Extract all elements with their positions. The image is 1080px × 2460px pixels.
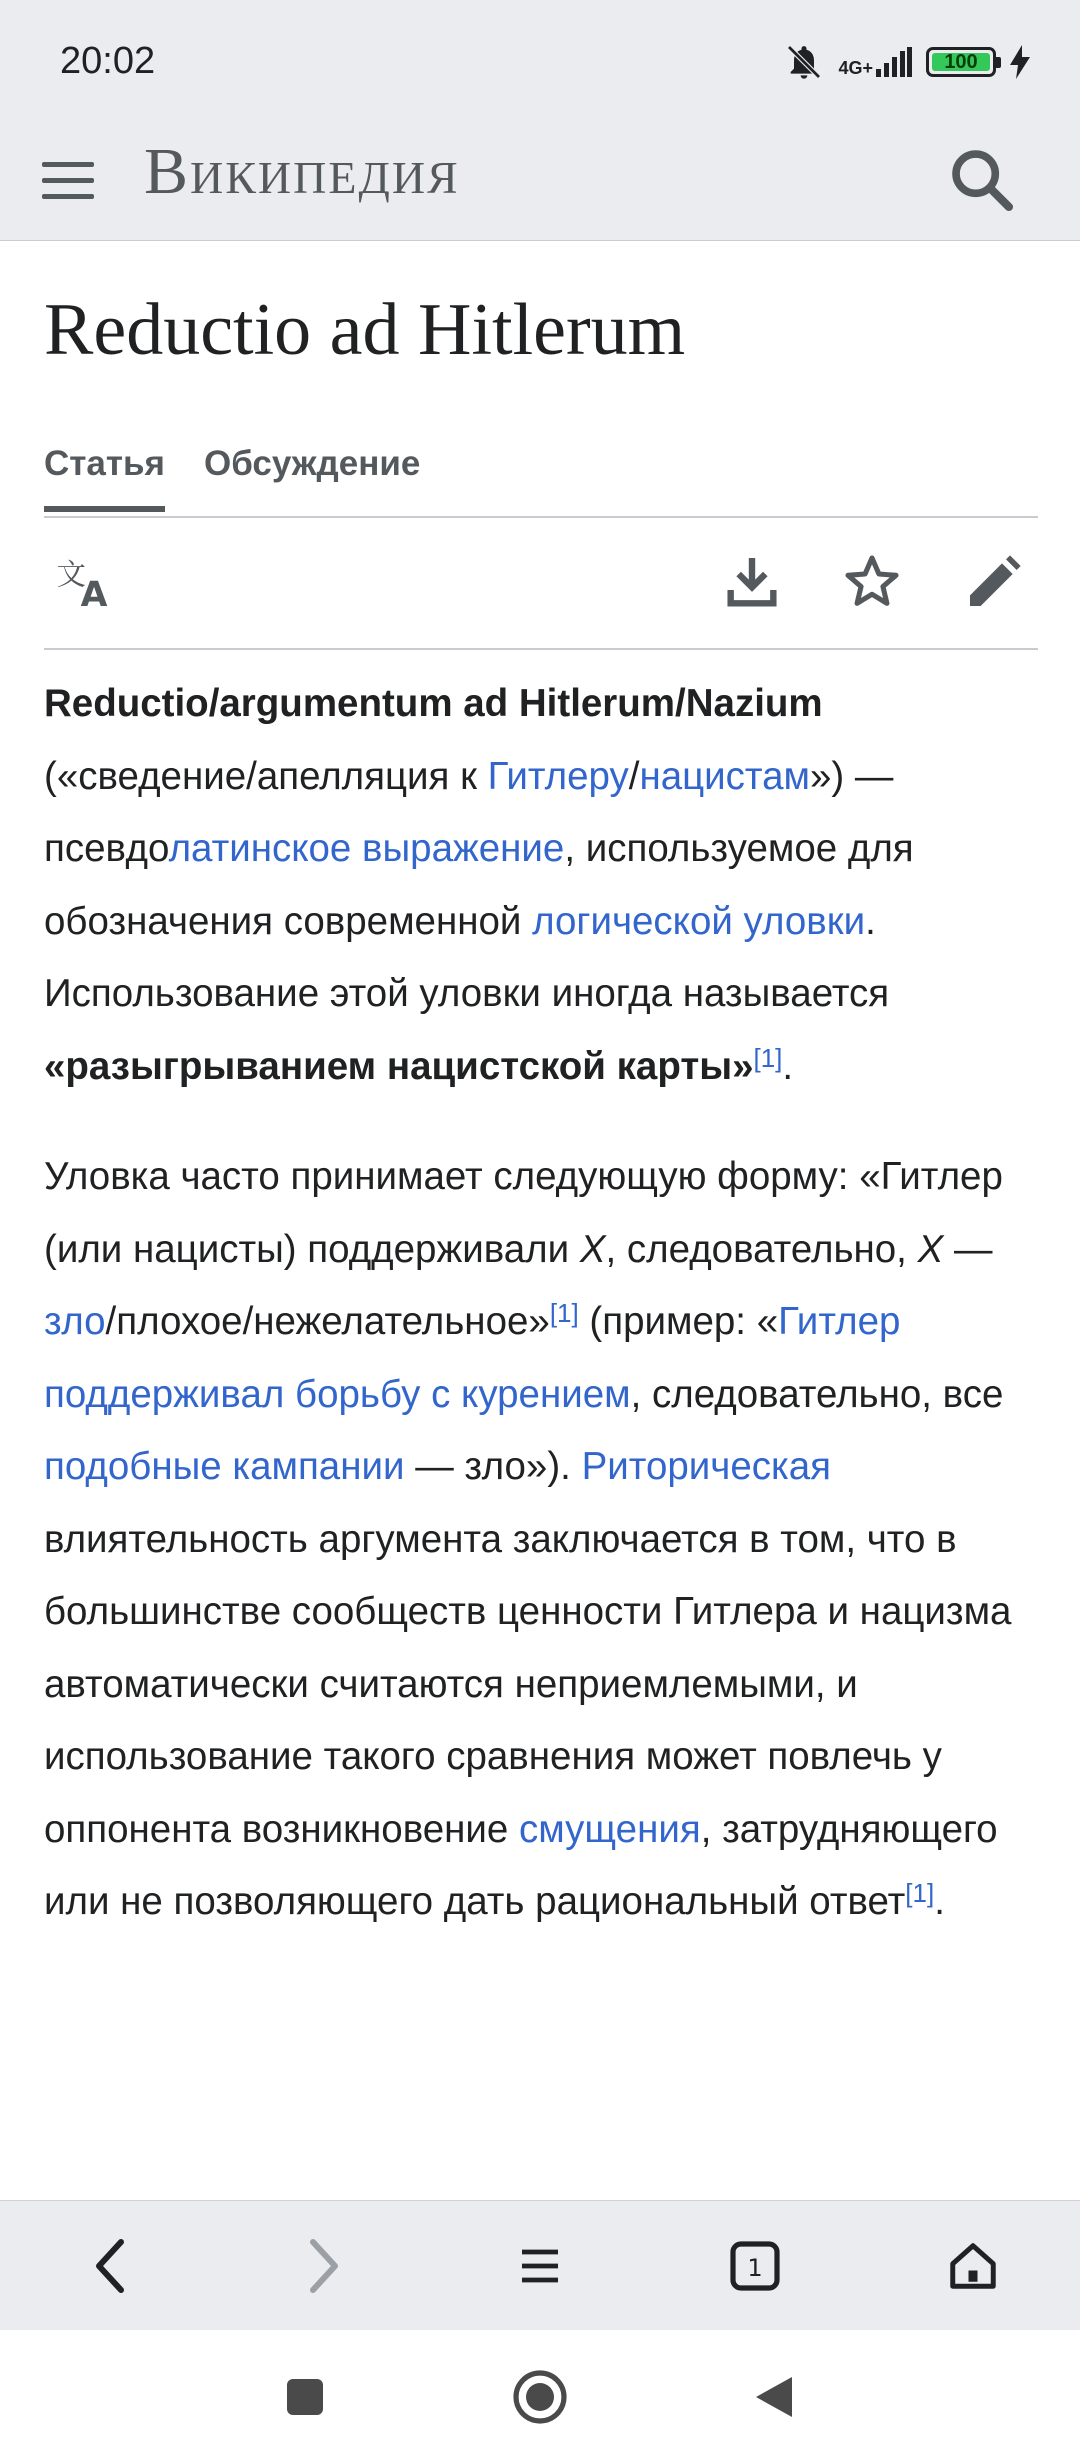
tab-article[interactable]: Статья bbox=[44, 444, 165, 512]
paragraph-intro bbox=[44, 668, 1034, 1103]
browser-bottom-bar bbox=[0, 2200, 1080, 2331]
link-hitler[interactable]: Гитлеру bbox=[487, 754, 629, 798]
text: / bbox=[628, 754, 640, 798]
page-actions-toolbar bbox=[44, 520, 1038, 650]
battery-icon bbox=[926, 47, 996, 77]
back-icon[interactable] bbox=[74, 2231, 144, 2301]
star-icon[interactable] bbox=[840, 550, 904, 614]
link-anti-smoking[interactable]: Гитлер поддерживал борьбу с курением bbox=[44, 1300, 901, 1416]
text: . bbox=[934, 1880, 945, 1923]
term-nazi-card: «разыгрыванием нацистской карты» bbox=[44, 1044, 754, 1088]
reference-1[interactable]: [1] bbox=[753, 1042, 783, 1073]
tab-discussion[interactable]: Обсуждение bbox=[204, 444, 421, 483]
recents-icon[interactable] bbox=[270, 2362, 340, 2432]
home-circle-icon[interactable] bbox=[505, 2362, 575, 2432]
paragraph-form bbox=[44, 1141, 1034, 1939]
language-icon[interactable] bbox=[54, 550, 118, 614]
svg-text:文: 文 bbox=[56, 557, 86, 592]
reference-1[interactable]: [1] bbox=[549, 1298, 579, 1328]
menu-icon[interactable] bbox=[505, 2231, 575, 2301]
tabs-icon[interactable] bbox=[720, 2231, 790, 2301]
status-bar bbox=[0, 0, 1080, 120]
link-embarrassment[interactable]: смущения bbox=[519, 1807, 701, 1851]
status-time: 20:02 bbox=[60, 40, 156, 82]
link-nazis[interactable]: нацистам bbox=[639, 754, 810, 798]
text: влиятельность аргумента заключается в том, что в большинстве сообществ ценности Гитлера и нацизма автоматически считаются неприемлемыми, и использование такого сравнения может повлечь у оппонента возникновение bbox=[44, 1517, 1012, 1851]
battery-level: 100 bbox=[944, 50, 978, 73]
reference-1[interactable]: [1] bbox=[905, 1878, 935, 1908]
network-indicator bbox=[838, 47, 912, 77]
wikipedia-logo[interactable]: Википедия bbox=[144, 135, 460, 208]
tab-count: 1 bbox=[747, 2254, 763, 2282]
back-triangle-icon[interactable] bbox=[738, 2362, 808, 2432]
text: , затрудняющего или не позволяющего дать рациональный ответ bbox=[44, 1807, 998, 1923]
charging-icon bbox=[1010, 45, 1030, 79]
app-header bbox=[0, 120, 1080, 241]
text: — bbox=[943, 1227, 993, 1271]
home-icon[interactable] bbox=[938, 2231, 1008, 2301]
text: (пример: « bbox=[578, 1300, 779, 1343]
download-icon[interactable] bbox=[720, 550, 784, 614]
link-evil[interactable]: зло bbox=[44, 1300, 106, 1343]
article-body bbox=[44, 668, 1034, 1977]
text: . Использование этой уловки иногда называется bbox=[44, 899, 890, 1015]
text: ») — псевдо bbox=[44, 754, 894, 870]
text: Уловка часто принимает следующую форму: «Гитлер (или нацисты) поддерживали bbox=[44, 1155, 1003, 1271]
link-similar-campaigns[interactable]: подобные кампании bbox=[44, 1445, 405, 1488]
term-bold: Reductio/argumentum ad Hitlerum/Nazium bbox=[44, 682, 823, 725]
variable-x: X bbox=[917, 1227, 944, 1271]
article-tabs bbox=[44, 430, 1038, 518]
text: — зло»). bbox=[404, 1445, 582, 1488]
text: , следовательно, все bbox=[630, 1372, 1004, 1416]
network-type: 4G+ bbox=[838, 58, 873, 78]
status-icons bbox=[784, 40, 1030, 84]
link-rhetoric[interactable]: Риторическая bbox=[581, 1445, 831, 1488]
search-icon[interactable] bbox=[944, 142, 1020, 218]
link-logical-fallacy[interactable]: логической уловки bbox=[532, 899, 866, 943]
edit-icon[interactable] bbox=[962, 550, 1026, 614]
signal-icon bbox=[876, 47, 912, 77]
text: . bbox=[782, 1044, 794, 1088]
text: /плохое/нежелательное» bbox=[105, 1300, 550, 1343]
page-title: Reductio ad Hitlerum bbox=[44, 289, 686, 371]
forward-icon[interactable] bbox=[290, 2231, 360, 2301]
link-latin-expression[interactable]: латинское выражение bbox=[168, 827, 565, 870]
menu-icon[interactable] bbox=[42, 150, 102, 210]
text: , используемое для обозначения современной bbox=[44, 827, 914, 943]
text: , следовательно, bbox=[605, 1227, 918, 1271]
svg-text:A: A bbox=[80, 575, 108, 614]
mute-icon bbox=[784, 42, 824, 82]
system-navigation-bar bbox=[0, 2330, 1080, 2460]
text: («сведение/апелляция к bbox=[44, 754, 488, 798]
variable-x: X bbox=[579, 1227, 606, 1271]
